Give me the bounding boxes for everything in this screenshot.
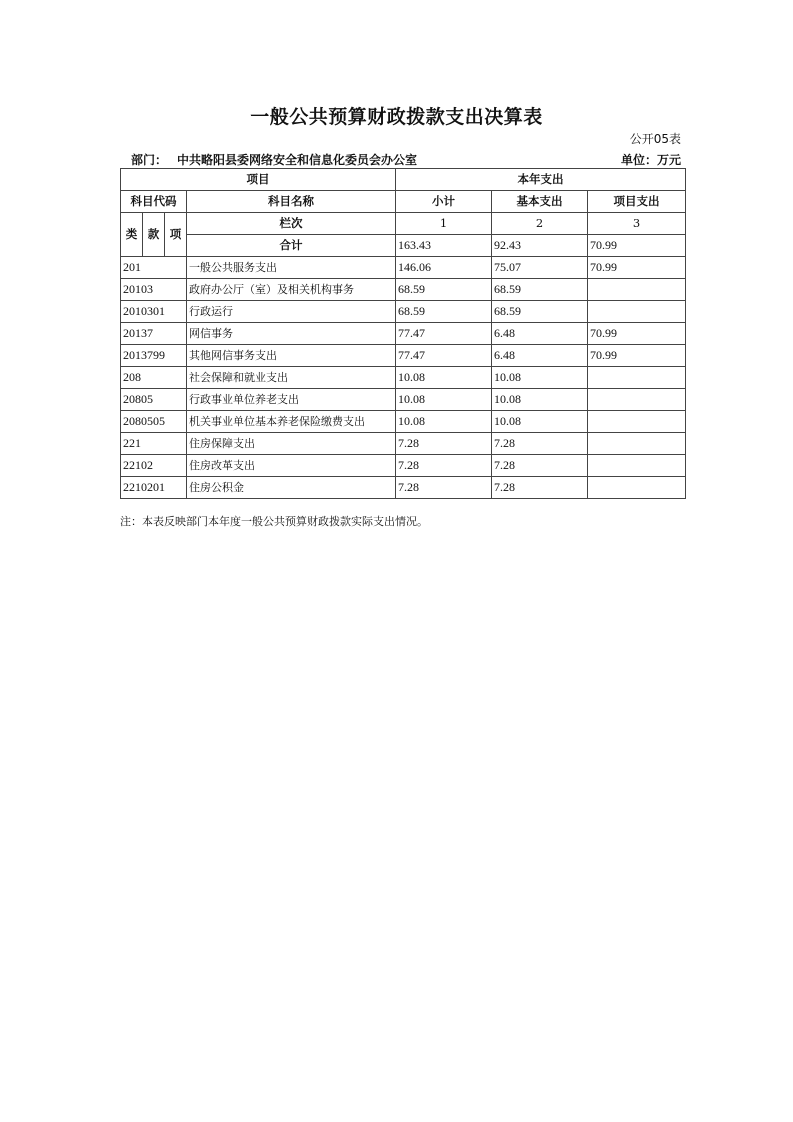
row-basic: 7.28 — [492, 455, 588, 477]
row-name: 网信事务 — [187, 323, 396, 345]
row-project: 70.99 — [588, 345, 686, 367]
row-code: 2080505 — [121, 411, 187, 433]
row-basic: 10.08 — [492, 411, 588, 433]
department-label: 部门： — [131, 153, 168, 167]
row-code: 201 — [121, 257, 187, 279]
total-row — [121, 235, 686, 257]
row-code: 221 — [121, 433, 187, 455]
header-item: 项目 — [121, 169, 396, 191]
row-basic: 75.07 — [492, 257, 588, 279]
row-name: 政府办公厅（室）及相关机构事务 — [187, 279, 396, 301]
row-basic: 7.28 — [492, 477, 588, 499]
row-subtotal: 10.08 — [396, 389, 492, 411]
row-basic: 68.59 — [492, 301, 588, 323]
expenditure-table — [120, 168, 686, 499]
row-name: 社会保障和就业支出 — [187, 367, 396, 389]
row-project — [588, 301, 686, 323]
table-body — [121, 169, 686, 499]
row-subtotal: 7.28 — [396, 455, 492, 477]
department-name: 中共略阳县委网络安全和信息化委员会办公室 — [177, 153, 418, 167]
table-row — [121, 323, 686, 345]
row-subtotal: 77.47 — [396, 323, 492, 345]
row-project — [588, 477, 686, 499]
row-subtotal: 68.59 — [396, 301, 492, 323]
header-kuan: 款 — [143, 213, 165, 257]
row-name: 一般公共服务支出 — [187, 257, 396, 279]
row-project — [588, 455, 686, 477]
table-row — [121, 301, 686, 323]
table-row — [121, 279, 686, 301]
row-code: 2010301 — [121, 301, 187, 323]
row-subtotal: 146.06 — [396, 257, 492, 279]
row-subtotal: 10.08 — [396, 367, 492, 389]
form-number: 公开05表 — [629, 132, 681, 146]
row-code: 20137 — [121, 323, 187, 345]
row-subtotal: 77.47 — [396, 345, 492, 367]
header-col-1: 1 — [396, 213, 492, 235]
table-row — [121, 433, 686, 455]
footnote: 注：本表反映部门本年度一般公共预算财政拨款实际支出情况。 — [120, 515, 428, 528]
row-code: 22102 — [121, 455, 187, 477]
row-name: 住房保障支出 — [187, 433, 396, 455]
row-subtotal: 7.28 — [396, 477, 492, 499]
row-subtotal: 10.08 — [396, 411, 492, 433]
table-row — [121, 455, 686, 477]
header-subtotal: 小计 — [396, 191, 492, 213]
total-label: 合计 — [187, 235, 396, 257]
table-row — [121, 411, 686, 433]
table-row — [121, 477, 686, 499]
row-name: 其他网信事务支出 — [187, 345, 396, 367]
total-subtotal: 163.43 — [396, 235, 492, 257]
row-basic: 10.08 — [492, 389, 588, 411]
total-project: 70.99 — [588, 235, 686, 257]
header-row-2 — [121, 191, 686, 213]
row-project: 70.99 — [588, 323, 686, 345]
row-project — [588, 433, 686, 455]
header-subject-code: 科目代码 — [121, 191, 187, 213]
row-code: 20103 — [121, 279, 187, 301]
total-basic: 92.43 — [492, 235, 588, 257]
row-basic: 6.48 — [492, 323, 588, 345]
row-name: 行政运行 — [187, 301, 396, 323]
row-project — [588, 279, 686, 301]
row-name: 住房公积金 — [187, 477, 396, 499]
department-line — [131, 151, 417, 168]
row-code: 208 — [121, 367, 187, 389]
row-subtotal: 68.59 — [396, 279, 492, 301]
row-basic: 6.48 — [492, 345, 588, 367]
unit-label: 单位：万元 — [620, 153, 681, 167]
row-name: 行政事业单位养老支出 — [187, 389, 396, 411]
page-title: 一般公共预算财政拨款支出决算表 — [250, 106, 543, 128]
header-subject-name: 科目名称 — [187, 191, 396, 213]
row-subtotal: 7.28 — [396, 433, 492, 455]
row-basic: 68.59 — [492, 279, 588, 301]
row-code: 2013799 — [121, 345, 187, 367]
row-basic: 7.28 — [492, 433, 588, 455]
row-basic: 10.08 — [492, 367, 588, 389]
header-column-index: 栏次 — [187, 213, 396, 235]
header-xiang: 项 — [165, 213, 187, 257]
table-row — [121, 367, 686, 389]
row-project: 70.99 — [588, 257, 686, 279]
row-name: 机关事业单位基本养老保险缴费支出 — [187, 411, 396, 433]
row-project — [588, 389, 686, 411]
table-row — [121, 257, 686, 279]
row-code: 2210201 — [121, 477, 187, 499]
table-row — [121, 345, 686, 367]
row-name: 住房改革支出 — [187, 455, 396, 477]
row-code: 20805 — [121, 389, 187, 411]
header-col-3: 3 — [588, 213, 686, 235]
row-project — [588, 367, 686, 389]
table-row — [121, 389, 686, 411]
header-row-1 — [121, 169, 686, 191]
row-project — [588, 411, 686, 433]
header-col-2: 2 — [492, 213, 588, 235]
header-current-year: 本年支出 — [396, 169, 686, 191]
header-basic: 基本支出 — [492, 191, 588, 213]
header-project: 项目支出 — [588, 191, 686, 213]
header-lei: 类 — [121, 213, 143, 257]
header-row-3 — [121, 213, 686, 235]
